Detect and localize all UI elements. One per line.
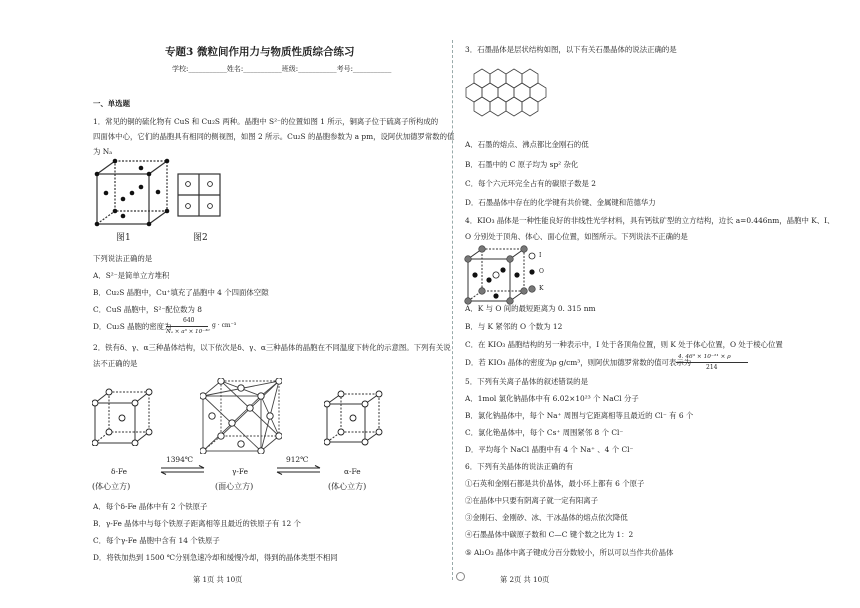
page-title: 专题3 微粒间作用力与物质性质综合练习 (165, 46, 355, 58)
q6-item: ⑤ Al₂O₃ 晶体中离子键成分百分数较小，所以可以当作共价晶体 (465, 548, 674, 557)
delta-fe-label: δ-Fe (111, 467, 128, 476)
transition-temp-1: 1394℃ (166, 455, 194, 464)
right-page (430, 0, 860, 608)
q2-option-c: C．每个γ-Fe 晶胞中含有 14 个铁原子 (93, 536, 220, 545)
legend-o: O (539, 268, 544, 275)
legend-k: K (539, 285, 544, 292)
alpha-fe-type: (体心立方) (328, 482, 367, 491)
alpha-fe-cell (324, 390, 386, 446)
q1-density-unit: g · cm⁻³ (212, 322, 237, 329)
q4-numerator: 4. 46³ × 10⁻²¹ × ρ (678, 354, 731, 360)
q2-stem-line: 法不正确的是 (93, 359, 138, 368)
q1-option-a: A．S²⁻是简单立方堆积 (93, 271, 170, 280)
q1-ask: 下列说法正确的是 (93, 254, 153, 263)
q2-option-d: D．将铁加热到 1500 ℃分别急速冷却和缓慢冷却，得到的晶体类型不相同 (93, 553, 338, 562)
q5-option-a: A．1mol 氯化钠晶体中有 6.02×10²³ 个 NaCl 分子 (465, 394, 639, 403)
q3-option-b: B．石墨中的 C 原子均为 sp² 杂化 (465, 160, 579, 169)
student-info-line: 学校:___________姓名:___________班级:___________考号:___________ (172, 65, 392, 73)
equilibrium-arrow-icon (276, 465, 322, 475)
graphite-layer-figure (464, 60, 554, 126)
alpha-fe-label: α-Fe (344, 467, 361, 476)
q6-item: ①石英和金刚石都是共价晶体，最小环上都有 6 个原子 (465, 479, 645, 488)
figure1-caption: 图1 (116, 233, 131, 243)
q4-option-a: A．K 与 O 间的最短距离为 0. 315 nm (465, 304, 596, 313)
q5-option-b: B．氯化钠晶体中，每个 Na⁺ 周围与它距离相等且最近的 Cl⁻ 有 6 个 (465, 411, 694, 420)
transition-temp-2: 912℃ (286, 455, 309, 464)
q2-stem-line: 2．铁有δ、γ、α三种晶体结构，以下依次是δ、γ、α三种晶体的晶胞在不同温度下转化的示意图。下列有关说 (93, 343, 451, 352)
q1-stem-line: 1．常见的铜的硫化物有 CuS 和 Cu₂S 两种。晶胞中 S²⁻的位置如图 1 所示，铜离子位于硫离子所构成的 (93, 117, 439, 126)
q1-option-d: D．Cu₂S 晶胞的密度为 (93, 322, 172, 331)
q5-option-c: C．氯化铯晶体中，每个 Cs⁺ 周围紧邻 8 个 Cl⁻ (465, 428, 624, 437)
q3-option-d: D．石墨晶体中存在的化学键有共价键、金属键和范德华力 (465, 198, 656, 207)
q3-stem: 3．石墨晶体是层状结构如图，以下有关石墨晶体的说法正确的是 (465, 45, 677, 54)
page-center-circle-icon (456, 572, 465, 581)
q1-density-denominator: Nₐ × a³ × 10⁻³⁰ (166, 329, 210, 335)
q1-option-b: B．Cu₂S 晶胞中，Cu⁺填充了晶胞中 4 个四面体空隙 (93, 288, 269, 297)
q6-stem: 6．下列有关晶体的说法正确的有 (465, 462, 574, 471)
figure2-caption: 图2 (193, 233, 208, 243)
q1-stem-line: 四面体中心，它们的晶胞具有相同的侧视图，如图 2 所示。Cu₂S 的晶胞参数为 a pm，设阿伏加德罗常数的值 (93, 132, 455, 141)
q2-option-b: B．γ-Fe 晶体中与每个铁原子距离相等且最近的铁原子有 12 个 (93, 519, 301, 528)
legend-symbols (528, 252, 536, 302)
q4-stem-line: O 分别处于顶角、体心、面心位置，如图所示。下列说法不正确的是 (465, 232, 688, 241)
equilibrium-arrow-icon (160, 465, 206, 475)
q4-option-d: D．若 KIO₃ 晶体的密度为ρ g/cm³，则阿伏加德罗常数的值可表示为 (465, 358, 692, 367)
side-view-figure (176, 172, 224, 220)
q1-option-c: C．CuS 晶胞中，S²⁻配位数为 8 (93, 305, 202, 314)
kio3-unit-cell-figure (464, 245, 534, 305)
q4-denominator: 214 (706, 364, 718, 371)
q1-stem-line: 为 Nₐ (93, 147, 113, 156)
q2-option-a: A．每个δ-Fe 晶体中有 2 个铁原子 (93, 502, 208, 511)
cus-unit-cell-figure (93, 158, 173, 228)
gamma-fe-type: (面心立方) (215, 482, 254, 491)
q4-option-b: B．与 K 紧邻的 O 个数为 12 (465, 322, 563, 331)
page-number-left: 第 1页 共 10页 (193, 575, 243, 584)
q4-option-c: C．在 KIO₃ 晶胞结构的另一种表示中，I 处于各顶角位置，则 K 处于体心位置，O 处于棱心位置 (465, 340, 783, 349)
gamma-fe-cell (200, 378, 282, 454)
q3-option-c: C．每个六元环完全占有的碳原子数是 2 (465, 179, 596, 188)
q1-density-numerator: 640 (183, 317, 195, 324)
q4-stem-line: 4．KIO₃ 晶体是一种性能良好的非线性光学材料，具有钙钛矿型的立方结构，边长 a=0.446nm，晶胞中 K、I、 (465, 216, 835, 225)
delta-fe-type: (体心立方) (92, 482, 131, 491)
q5-stem: 5．下列有关离子晶体的叙述错误的是 (465, 377, 588, 386)
q3-option-a: A．石墨的熔点、沸点都比金刚石的低 (465, 140, 589, 149)
section-heading: 一、单选题 (93, 99, 130, 108)
page-number-right: 第 2页 共 10页 (500, 575, 550, 584)
q6-item: ②在晶体中只要有阴离子就一定有阳离子 (465, 496, 599, 505)
legend-i: I (539, 252, 542, 259)
delta-fe-cell (92, 388, 154, 446)
q5-option-d: D．平均每个 NaCl 晶胞中有 4 个 Na⁺ 、4 个 Cl⁻ (465, 445, 634, 454)
gamma-fe-label: γ-Fe (232, 467, 249, 476)
q6-item: ④石墨晶体中碳原子数和 C—C 键个数之比为 1：2 (465, 530, 634, 539)
q6-item: ③金刚石、金刚砂、冰、干冰晶体的熔点依次降低 (465, 513, 628, 522)
